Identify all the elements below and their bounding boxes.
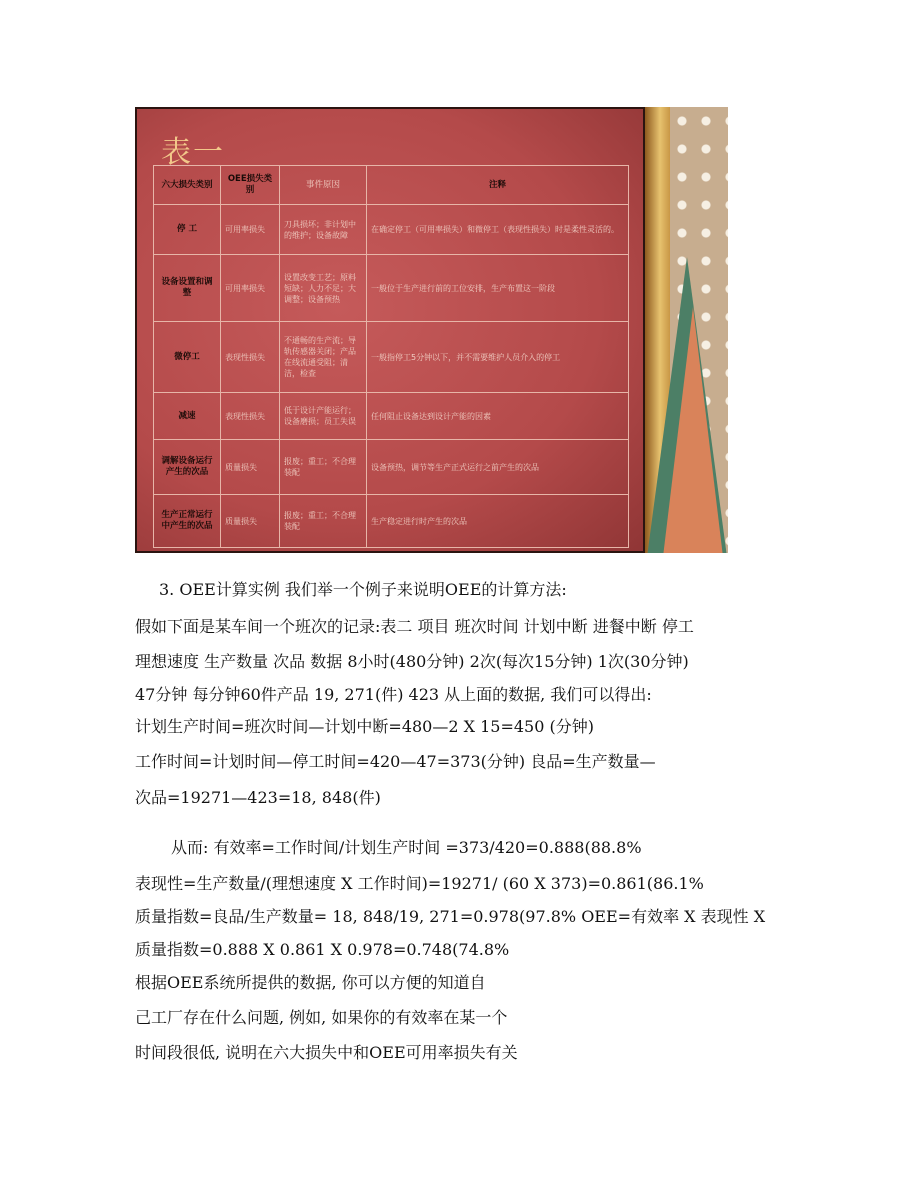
- loss-table: [153, 165, 629, 548]
- header-cell: 注释: [367, 166, 629, 205]
- body-paragraph-line: 理想速度 生产数量 次品 数据 8小时(480分钟) 2次(每次15分钟) 1次(30分钟): [135, 652, 689, 671]
- table-row: [154, 440, 629, 495]
- table-cell: 调解设备运行产生的次品: [154, 440, 221, 495]
- body-paragraph-line: 3. OEE计算实例 我们举一个例子来说明OEE的计算方法:: [159, 580, 567, 599]
- header-cell: 六大损失类别: [154, 166, 221, 205]
- body-paragraph-line: 工作时间=计划时间—停工时间=420—47=373(分钟) 良品=生产数量—: [135, 752, 656, 771]
- slide-image: [135, 107, 728, 553]
- table-cell: 质量损失: [221, 440, 280, 495]
- table-cell: 微停工: [154, 322, 221, 393]
- table-cell: 在确定停工（可用率损失）和微停工（表现性损失）时是柔性灵活的。: [367, 205, 629, 255]
- table-cell: 设置改变工艺；原料短缺；人力不足；大调整；设备预热: [280, 255, 367, 322]
- orange-leaf-decoration: [663, 307, 723, 553]
- table-row: [154, 495, 629, 548]
- body-paragraph-line: 计划生产时间=班次时间—计划中断=480—2 X 15=450 (分钟): [135, 717, 594, 736]
- body-paragraph-line: 从而: 有效率=工作时间/计划生产时间 =373/420=0.888(88.8%: [171, 838, 642, 857]
- slide-panel: [135, 107, 645, 553]
- table-cell: 一般位于生产进行前的工位安排，生产布置这一阶段: [367, 255, 629, 322]
- table-cell: 质量损失: [221, 495, 280, 548]
- body-paragraph-line: 质量指数=良品/生产数量= 18, 848/19, 271=0.978(97.8% OEE=有效率 X 表现性 X: [135, 907, 766, 926]
- table-cell: 停 工: [154, 205, 221, 255]
- table-row: [154, 322, 629, 393]
- body-paragraph-line: 根据OEE系统所提供的数据, 你可以方便的知道自: [135, 973, 486, 992]
- table-cell: 可用率损失: [221, 205, 280, 255]
- table-cell: 设备预热，调节等生产正式运行之前产生的次品: [367, 440, 629, 495]
- table-row: [154, 205, 629, 255]
- body-paragraph-line: 质量指数=0.888 X 0.861 X 0.978=0.748(74.8%: [135, 940, 510, 959]
- table-cell: 表现性损失: [221, 322, 280, 393]
- table-cell: 不通畅的生产流；导轨传感器关闭；产品在线流通受阻；清洁，检查: [280, 322, 367, 393]
- body-paragraph-line: 己工厂存在什么问题, 例如, 如果你的有效率在某一个: [135, 1008, 508, 1027]
- table-row: [154, 393, 629, 440]
- slide-title: 表一: [161, 135, 225, 170]
- table-cell: 刀具损坏；非计划中的维护；设备故障: [280, 205, 367, 255]
- table-cell: 报废；重工；不合理装配: [280, 440, 367, 495]
- body-paragraph-line: 47分钟 每分钟60件产品 19, 271(件) 423 从上面的数据, 我们可以得出:: [135, 685, 652, 704]
- table-cell: 一般指停工5分钟以下，并不需要维护人员介入的停工: [367, 322, 629, 393]
- table-cell: 低于设计产能运行；设备磨损；员工失误: [280, 393, 367, 440]
- table-cell: 减速: [154, 393, 221, 440]
- table-cell: 表现性损失: [221, 393, 280, 440]
- body-paragraph-line: 假如下面是某车间一个班次的记录:表二 项目 班次时间 计划中断 进餐中断 停工: [135, 617, 694, 636]
- table-row: [154, 255, 629, 322]
- header-cell: 事件原因: [280, 166, 367, 205]
- table-cell: 报废；重工；不合理装配: [280, 495, 367, 548]
- body-paragraph-line: 次品=19271—423=18, 848(件): [135, 788, 381, 807]
- table-header-row: [154, 166, 629, 205]
- header-cell: OEE损失类别: [221, 166, 280, 205]
- table-cell: 生产正常运行中产生的次品: [154, 495, 221, 548]
- table-cell: 可用率损失: [221, 255, 280, 322]
- table-cell: 生产稳定进行时产生的次品: [367, 495, 629, 548]
- body-paragraph-line: 表现性=生产数量/(理想速度 X 工作时间)=19271/ (60 X 373)=0.861(86.1%: [135, 874, 704, 893]
- table-cell: 任何阻止设备达到设计产能的因素: [367, 393, 629, 440]
- body-paragraph-line: 时间段很低, 说明在六大损失中和OEE可用率损失有关: [135, 1043, 518, 1062]
- table-cell: 设备设置和调整: [154, 255, 221, 322]
